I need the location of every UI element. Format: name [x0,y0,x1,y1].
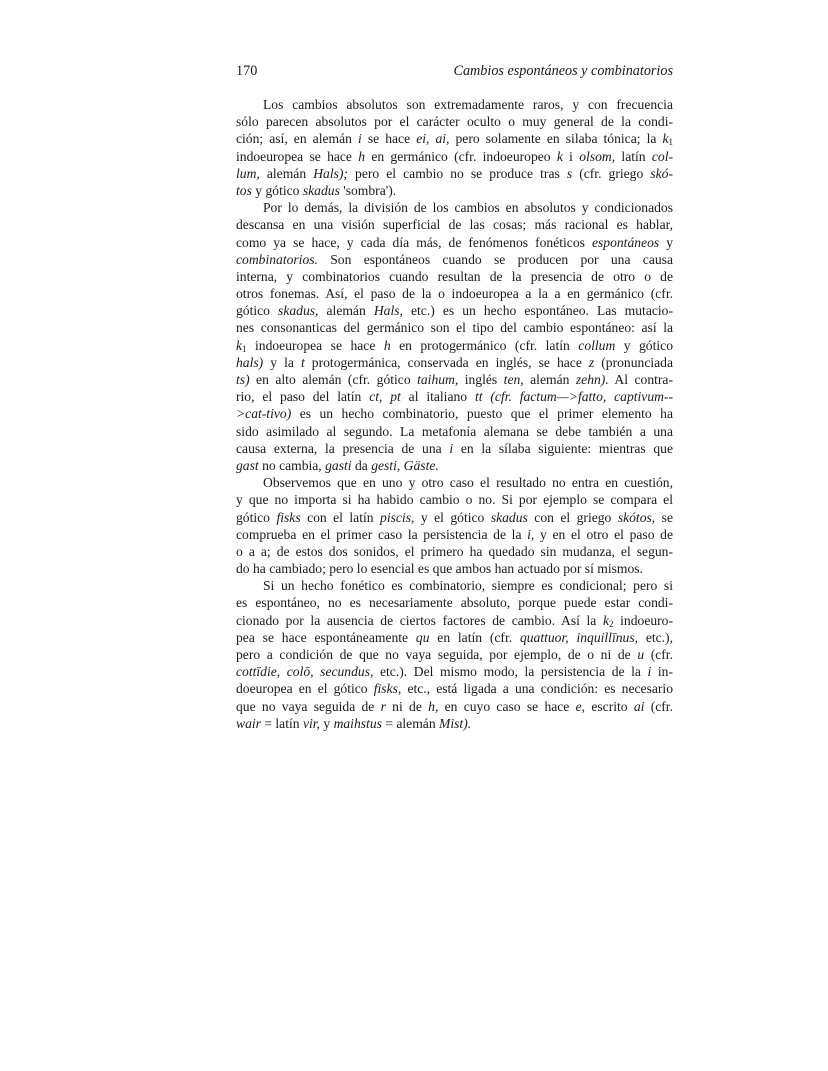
text-line: Por lo demás, la división de los cambios en absolutos y condicionados [263,200,673,216]
text-line: gótico skadus, alemán Hals, etc.) es un hecho espontáneo. Las mutacio- [236,303,673,319]
paragraph [236,199,673,474]
paragraph [236,577,673,732]
text-line: indoeuropea se hace h en germánico (cfr. indoeuropeo k i olsom, latín col- [236,148,673,164]
text-line: sólo parecen absolutos por el carácter oculto o muy general de la condi- [236,114,673,130]
text-line: nes consonanticas del germánico son el tipo del cambio espontáneo: así la [236,320,673,336]
text-line: interna, y combinatorios cuando resultan de la presencia de otro o de [236,268,673,284]
text-line: lum, alemán Hals); pero el cambio no se produce tras s (cfr. griego skó- [236,165,674,181]
text-line: >cat-tivo) es un hecho combinatorio, puesto que el primer elemento ha [236,406,673,422]
text-line: cionado por la ausencia de ciertos factores de cambio. Así la $k_2$ indoeuro- [236,612,673,629]
text-line: ts) en alto alemán (cfr. gótico taihum, inglés ten, alemán zehn). Al contra- [236,372,673,387]
text-line: otros fonemas. Así, el paso de la o indoeuropea a la a en germánico (cfr. [236,286,673,302]
text-line: comprueba en el primer caso la persistencia de la i, y en el otro el paso de [236,526,673,542]
text-line: sido asimilado al segundo. La metafonía alemana se debe también a una [236,423,673,439]
paragraph [236,96,673,199]
text-line: Si un hecho fonético es combinatorio, siempre es condicional; pero si [263,578,673,594]
text-line: que no vaya seguida de r ni de h, en cuyo caso se hace e, escrito ai (cfr. [236,698,673,714]
text-line: o a a; de estos dos sonidos, el primero ha quedado sin mudanza, el segun- [236,543,673,559]
text-line: $k_1$ indoeuropea se hace h en protogermánico (cfr. latín collum y gótico [236,337,673,354]
text-line: wair = latín vir, y maihstus = alemán Mist). [236,715,472,731]
document-page [236,62,673,732]
text-line: Los cambios absolutos son extremadamente raros, y con frecuencia [263,97,673,112]
text-line: do ha cambiado; pero lo esencial es que ambos han actuado por sí mismos. [236,561,643,577]
text-line: causa externa, la presencia de una i en la sílaba siguiente: mientras que [236,440,673,456]
body-text [236,96,673,732]
text-line: gótico fisks con el latín piscis, y el gótico skadus con el griego skótos, se [236,509,673,525]
text-line: y que no importa si ha habido cambio o no. Si por ejemplo se compara el [236,492,673,508]
running-title: Cambios espontáneos y combinatorios [453,63,673,79]
text-line: descansa en una visión superficial de las cosas; más racional es hablar, [236,217,673,233]
text-line: tos y gótico skadus 'sombra'). [236,182,397,198]
paragraph [236,474,673,577]
text-line: gast no cambia, gasti da gesti, Gäste. [236,457,439,473]
text-line: doeuropea en el gótico fisks, etc., está ligada a una condición: es necesario [236,681,673,697]
text-line: pero a condición de que no vaya seguida, por ejemplo, de o ni de u (cfr. [236,647,673,662]
text-line: rio, el paso del latín ct, pt al italiano tt (cfr. factum—>fatto, captivum-- [236,389,673,405]
text-line: pea se hace espontáneamente qu en latín (cfr. quattuor, inquillīnus, etc.), [236,629,673,645]
running-header [236,62,673,80]
text-line: Observemos que en uno y otro caso el resultado no entra en cuestión, [263,475,673,491]
text-line: ción; así, en alemán i se hace ei, ai, pero solamente en silaba tónica; la $k_1$ [236,131,673,148]
text-line: es espontáneo, no es necesariamente absoluto, porque puede estar condi- [236,595,673,611]
text-line: combinatorios. Son espontáneos cuando se producen por una causa [236,251,673,267]
text-line: como ya se hace, y cada día más, de fenómenos fonéticos espontáneos y [236,234,674,250]
text-line: hals) y la t protogermánica, conservada en inglés, se hace z (pronunciada [236,354,673,370]
page-number: 170 [236,63,258,79]
text-line: cottīdie, colō, secundus, etc.). Del mismo modo, la persistencia de la i in- [236,664,674,680]
